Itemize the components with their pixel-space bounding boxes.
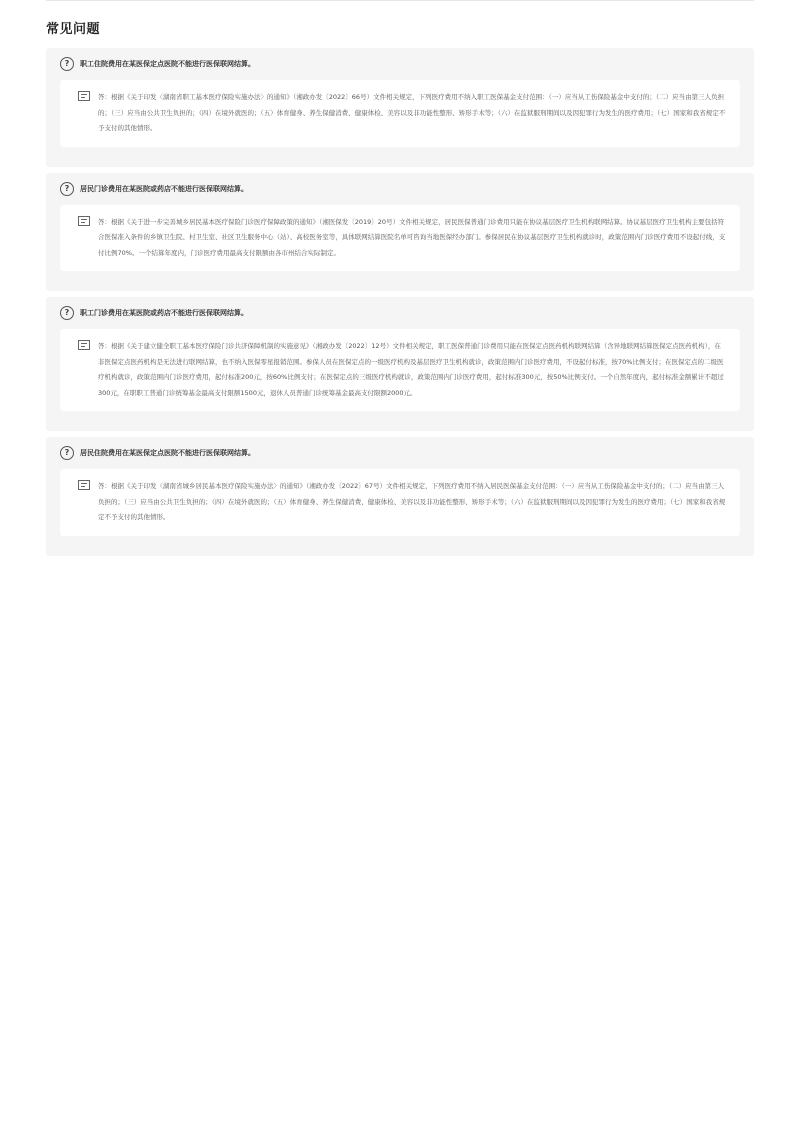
answer-icon xyxy=(78,340,90,350)
faq-question-row[interactable] xyxy=(60,181,740,197)
top-divider xyxy=(46,0,754,1)
page-title: 常见问题 xyxy=(46,22,101,37)
question-icon: ? xyxy=(60,57,74,71)
question-icon: ? xyxy=(60,306,74,320)
faq-question: 居民门诊费用在某医院或药店不能进行医保联网结算。 xyxy=(80,184,248,193)
faq-item xyxy=(46,48,754,167)
faq-answer-box xyxy=(60,469,740,536)
faq-answer: 答：根据《关于进一步完善城乡居民基本医疗保险门诊医疗保障政策的通知》（湘医保发〔2019〕20号）文件相关规定，居民医保普通门诊费用只能在协议基层医疗卫生机构联网结算。协议基层医疗卫生机构主要包括符合医保准入条件的乡镇卫生院、村卫生室、社区卫生服务中心（站）、高校医务室等，具体联网结算医院名单可咨询当地医保经办部门。参保居民在协议基层医疗卫生机构就诊时，政策范围内门诊医疗费用不设起付线，支付比例70%。一个结算年度内，门诊医疗费用最高支付限额由各市州结合实际制定。 xyxy=(98,217,726,257)
faq-item xyxy=(46,437,754,556)
faq-question: 职工住院费用在某医保定点医院不能进行医保联网结算。 xyxy=(80,60,255,68)
faq-answer-box xyxy=(60,205,740,272)
faq-list xyxy=(46,48,754,562)
answer-icon xyxy=(78,480,90,490)
faq-answer-box xyxy=(60,80,740,147)
faq-answer: 答：根据《关于印发〈湖南省职工基本医疗保险实施办法〉的通知》（湘政办发〔2022〕66号）文件相关规定，下列医疗费用不纳入职工医保基金支付范围：（一）应当从工伤保险基金中支付的；（二）应当由第三人负担的；（三）应当由公共卫生负担的；（四）在境外就医的；（五）体育健身、养生保健消费、健康体检、美容以及非功能性整形、矫形手术等；（六）在监狱服刑期间以及因犯罪行为发生的医疗费用；（七）国家和我省规定不予支付的其他情形。 xyxy=(98,93,726,132)
answer-icon xyxy=(78,91,90,101)
question-icon: ? xyxy=(60,182,74,196)
question-icon: ? xyxy=(60,446,74,460)
faq-answer: 答：根据《关于建立健全职工基本医疗保险门诊共济保障机制的实施意见》（湘政办发〔2022〕12号）文件相关规定，职工医保普通门诊费用只能在医保定点医药机构联网结算（含异地联网结算医保定点医药机构），在非医保定点医药机构是无法进行联网结算，也不纳入医保零星报销范围。参保人员在医保定点的一级医疗机构及基层医疗卫生机构就诊，政策范围内门诊医疗费用，不设起付标准，按70%比例支付；在医保定点的二级医疗机构就诊，政策范围内门诊医疗费用，起付标准200元，按60%比例支付；在医保定点的三级医疗机构就诊，政策范围内门诊医疗费用，起付标准300元，按50%比例支付。一个自然年度内，起付标准金额累计不超过300元，在职职工普通门诊统筹基金最高支付限额1500元，退休人员普通门诊统筹基金最高支付限额2000元。 xyxy=(98,342,724,397)
faq-question-row[interactable] xyxy=(60,305,740,321)
faq-question: 职工门诊费用在某医院或药店不能进行医保联网结算。 xyxy=(80,309,248,317)
faq-question-row[interactable] xyxy=(60,56,740,72)
faq-question: 居民住院费用在某医保定点医院不能进行医保联网结算。 xyxy=(80,449,255,457)
faq-answer: 答：根据《关于印发〈湖南省城乡居民基本医疗保险实施办法〉的通知》（湘政办发〔2022〕67号）文件相关规定，下列医疗费用不纳入居民医保基金支付范围：（一）应当从工伤保险基金中支付的；（二）应当由第三人负担的；（三）应当由公共卫生负担的；（四）在境外就医的；（五）体育健身、养生保健消费、健康体检、美容以及非功能性整形、矫形手术等；（六）在监狱服刑期间以及因犯罪行为发生的医疗费用；（七）国家和我省规定不予支付的其他情形。 xyxy=(98,482,726,521)
faq-item xyxy=(46,297,754,431)
answer-icon xyxy=(78,216,90,226)
faq-item xyxy=(46,173,754,292)
faq-question-row[interactable] xyxy=(60,445,740,461)
faq-answer-box xyxy=(60,329,740,411)
